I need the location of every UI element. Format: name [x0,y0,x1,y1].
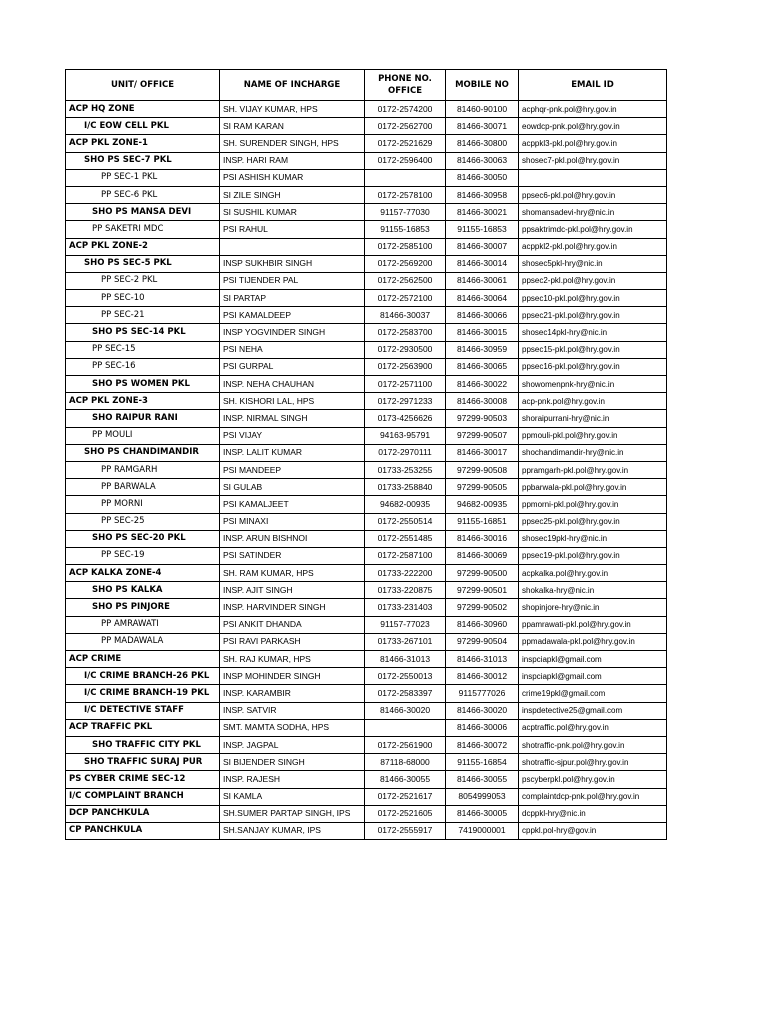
table-row [66,496,667,513]
mobile-cell: 97299-90505 [446,479,519,496]
email-cell: ppbarwala-pkl.pol@hry.gov.in [519,479,667,496]
unit-cell: I/C COMPLAINT BRANCH [66,788,220,805]
table-row [66,788,667,805]
phone-cell: 94682-00935 [365,496,446,513]
phone-cell: 0172-2970111 [365,444,446,461]
mobile-cell: 81466-30066 [446,307,519,324]
table-row [66,479,667,496]
email-cell: shochandimandir-hry@nic.in [519,444,667,461]
header-unit: UNIT/ OFFICE [66,70,220,101]
phone-cell: 94163-95791 [365,427,446,444]
table-row [66,668,667,685]
incharge-cell: INSP. NEHA CHAUHAN [220,376,365,393]
email-cell: acpkalka.pol@hry.gov.in [519,565,667,582]
phone-cell: 87118-68000 [365,754,446,771]
phone-cell: 01733-231403 [365,599,446,616]
unit-cell: PP SEC-25 [66,513,220,530]
unit-cell: PP BARWALA [66,479,220,496]
email-cell: shosec5pkl-hry@nic.in [519,255,667,272]
unit-cell: PP SEC-16 [66,358,220,375]
table-row [66,547,667,564]
email-cell: acppkl3-pkl.pol@hry.gov.in [519,135,667,152]
incharge-cell: INSP MOHINDER SINGH [220,668,365,685]
unit-cell: I/C EOW CELL PKL [66,118,220,135]
table-body [66,101,667,840]
mobile-cell: 8054999053 [446,788,519,805]
mobile-cell: 81466-30960 [446,616,519,633]
email-cell: ppsec16-pkl.pol@hry.gov.in [519,358,667,375]
table-row [66,736,667,753]
incharge-cell: PSI GURPAL [220,358,365,375]
mobile-cell: 7419000001 [446,822,519,839]
mobile-cell: 97299-90502 [446,599,519,616]
mobile-cell: 81466-30065 [446,358,519,375]
mobile-cell: 97299-90508 [446,461,519,478]
unit-cell: SHO TRAFFIC CITY PKL [66,736,220,753]
email-cell: cppkl.pol-hry@gov.in [519,822,667,839]
incharge-cell: PSI RAHUL [220,221,365,238]
incharge-cell: PSI SATINDER [220,547,365,564]
incharge-cell: INSP. AJIT SINGH [220,582,365,599]
directory-table [65,69,667,840]
table-row [66,702,667,719]
email-cell: shosec19pkl-hry@nic.in [519,530,667,547]
header-row [66,70,667,101]
incharge-cell: PSI MANDEEP [220,461,365,478]
email-cell: shosec14pkl-hry@nic.in [519,324,667,341]
phone-cell: 01733-258840 [365,479,446,496]
incharge-cell: SI PARTAP [220,290,365,307]
phone-cell: 01733-222200 [365,565,446,582]
email-cell: inspciapkl@gmail.com [519,668,667,685]
phone-cell: 0172-2550514 [365,513,446,530]
table-row [66,204,667,221]
incharge-cell: PSI ASHISH KUMAR [220,169,365,186]
phone-cell: 0172-2971233 [365,393,446,410]
mobile-cell: 81466-30063 [446,152,519,169]
incharge-cell: INSP. LALIT KUMAR [220,444,365,461]
mobile-cell: 81466-30021 [446,204,519,221]
incharge-cell: PSI ANKIT DHANDA [220,616,365,633]
incharge-cell: SI SUSHIL KUMAR [220,204,365,221]
unit-cell: PP SEC-21 [66,307,220,324]
mobile-cell: 81466-30055 [446,771,519,788]
incharge-cell [220,238,365,255]
unit-cell: PP MADAWALA [66,633,220,650]
phone-cell: 81466-30020 [365,702,446,719]
incharge-cell: INSP. ARUN BISHNOI [220,530,365,547]
email-cell: ppramgarh-pkl.pol@hry.gov.in [519,461,667,478]
mobile-cell: 81466-30007 [446,238,519,255]
mobile-cell: 81466-30022 [446,376,519,393]
incharge-cell: SH.SUMER PARTAP SINGH, IPS [220,805,365,822]
email-cell: ppamrawati-pkl.pol@hry.gov.in [519,616,667,633]
table-row [66,324,667,341]
table-row [66,410,667,427]
mobile-cell: 81460-90100 [446,101,519,118]
mobile-cell: 81466-30016 [446,530,519,547]
unit-cell: ACP TRAFFIC PKL [66,719,220,736]
header-mobile: MOBILE NO [446,70,519,101]
incharge-cell: PSI VIJAY [220,427,365,444]
table-row [66,135,667,152]
phone-cell: 0173-4256626 [365,410,446,427]
email-cell: acp-pnk.pol@hry.gov.in [519,393,667,410]
email-cell: ppsaktrimdc-pkl.pol@hry.gov.in [519,221,667,238]
unit-cell: PP SEC-10 [66,290,220,307]
incharge-cell: SH.SANJAY KUMAR, IPS [220,822,365,839]
table-row [66,444,667,461]
mobile-cell: 81466-30050 [446,169,519,186]
mobile-cell: 81466-31013 [446,651,519,668]
unit-cell: PP SAKETRI MDC [66,221,220,238]
table-row [66,358,667,375]
phone-cell: 01733-220875 [365,582,446,599]
table-row [66,221,667,238]
unit-cell: I/C DETECTIVE STAFF [66,702,220,719]
email-cell: shopinjore-hry@nic.in [519,599,667,616]
phone-cell: 0172-2574200 [365,101,446,118]
mobile-cell: 97299-90500 [446,565,519,582]
phone-cell: 0172-2578100 [365,186,446,203]
email-cell: ppsec19-pkl.pol@hry.gov.in [519,547,667,564]
phone-cell [365,719,446,736]
table-row [66,152,667,169]
header-name: NAME OF INCHARGE [220,70,365,101]
mobile-cell: 81466-30061 [446,272,519,289]
table-header [66,70,667,101]
mobile-cell: 81466-30959 [446,341,519,358]
mobile-cell: 81466-30069 [446,547,519,564]
email-cell: shoraipurrani-hry@nic.in [519,410,667,427]
unit-cell: PP AMRAWATI [66,616,220,633]
unit-cell: PP SEC-6 PKL [66,186,220,203]
email-cell: ppsec6-pkl.pol@hry.gov.in [519,186,667,203]
unit-cell: ACP PKL ZONE-3 [66,393,220,410]
unit-cell: PS CYBER CRIME SEC-12 [66,771,220,788]
table-row [66,427,667,444]
phone-cell: 0172-2583700 [365,324,446,341]
table-row [66,393,667,410]
unit-cell: DCP PANCHKULA [66,805,220,822]
phone-cell: 91157-77023 [365,616,446,633]
unit-cell: PP RAMGARH [66,461,220,478]
email-cell [519,169,667,186]
incharge-cell: SH. SURENDER SINGH, HPS [220,135,365,152]
email-cell: inspdetective25@gmail.com [519,702,667,719]
unit-cell: SHO PS SEC-5 PKL [66,255,220,272]
unit-cell: ACP HQ ZONE [66,101,220,118]
table-row [66,341,667,358]
phone-cell: 0172-2572100 [365,290,446,307]
phone-cell: 01733-267101 [365,633,446,650]
incharge-cell: PSI TIJENDER PAL [220,272,365,289]
email-cell: acptraffic.pol@hry.gov.in [519,719,667,736]
incharge-cell: PSI RAVI PARKASH [220,633,365,650]
phone-cell: 0172-2562700 [365,118,446,135]
email-cell: ppsec21-pkl.pol@hry.gov.in [519,307,667,324]
incharge-cell: INSP. HARVINDER SINGH [220,599,365,616]
mobile-cell: 81466-30800 [446,135,519,152]
incharge-cell: SI KAMLA [220,788,365,805]
phone-cell: 0172-2562500 [365,272,446,289]
incharge-cell: INSP. RAJESH [220,771,365,788]
unit-cell: SHO PS KALKA [66,582,220,599]
email-cell: ppsec10-pkl.pol@hry.gov.in [519,290,667,307]
incharge-cell: SI ZILE SINGH [220,186,365,203]
email-cell: pscyberpkl.pol@hry.gov.in [519,771,667,788]
incharge-cell: SH. KISHORI LAL, HPS [220,393,365,410]
unit-cell: PP SEC-19 [66,547,220,564]
mobile-cell: 81466-30020 [446,702,519,719]
table-row [66,582,667,599]
mobile-cell: 81466-30015 [446,324,519,341]
mobile-cell: 81466-30017 [446,444,519,461]
email-cell: eowdcp-pnk.pol@hry.gov.in [519,118,667,135]
table-row [66,169,667,186]
table-row [66,513,667,530]
incharge-cell: SH. RAM KUMAR, HPS [220,565,365,582]
unit-cell: SHO TRAFFIC SURAJ PUR [66,754,220,771]
header-email: EMAIL ID [519,70,667,101]
table-row [66,461,667,478]
table-row [66,633,667,650]
unit-cell: SHO PS SEC-20 PKL [66,530,220,547]
table-row [66,186,667,203]
unit-cell: ACP KALKA ZONE-4 [66,565,220,582]
phone-cell: 0172-2555917 [365,822,446,839]
phone-cell: 0172-2930500 [365,341,446,358]
phone-cell: 81466-30037 [365,307,446,324]
incharge-cell: SH. VIJAY KUMAR, HPS [220,101,365,118]
phone-cell: 81466-30055 [365,771,446,788]
incharge-cell: INSP. NIRMAL SINGH [220,410,365,427]
unit-cell: I/C CRIME BRANCH-26 PKL [66,668,220,685]
table-row [66,530,667,547]
phone-cell: 81466-31013 [365,651,446,668]
table-row [66,272,667,289]
email-cell: ppsec25-pkl.pol@hry.gov.in [519,513,667,530]
phone-cell: 0172-2550013 [365,668,446,685]
email-cell: ppmorni-pkl.pol@hry.gov.in [519,496,667,513]
unit-cell: CP PANCHKULA [66,822,220,839]
incharge-cell: SH. RAJ KUMAR, HPS [220,651,365,668]
unit-cell: ACP PKL ZONE-1 [66,135,220,152]
incharge-cell: SI BIJENDER SINGH [220,754,365,771]
table-row [66,255,667,272]
unit-cell: I/C CRIME BRANCH-19 PKL [66,685,220,702]
incharge-cell: INSP. SATVIR [220,702,365,719]
incharge-cell: INSP. HARI RAM [220,152,365,169]
unit-cell: PP SEC-1 PKL [66,169,220,186]
unit-cell: PP MORNI [66,496,220,513]
email-cell: shomansadevi-hry@nic.in [519,204,667,221]
unit-cell: SHO PS MANSA DEVI [66,204,220,221]
table-row [66,754,667,771]
phone-cell: 0172-2571100 [365,376,446,393]
mobile-cell: 81466-30014 [446,255,519,272]
incharge-cell: INSP YOGVINDER SINGH [220,324,365,341]
table-row [66,616,667,633]
phone-cell: 0172-2561900 [365,736,446,753]
unit-cell: SHO PS PINJORE [66,599,220,616]
email-cell: inspciapkl@gmail.com [519,651,667,668]
incharge-cell: PSI KAMALJEET [220,496,365,513]
email-cell: shosec7-pkl.pol@hry.gov.in [519,152,667,169]
phone-cell: 0172-2569200 [365,255,446,272]
incharge-cell: PSI MINAXI [220,513,365,530]
email-cell: complaintdcp-pnk.pol@hry.gov.in [519,788,667,805]
incharge-cell: PSI KAMALDEEP [220,307,365,324]
mobile-cell: 81466-30008 [446,393,519,410]
email-cell: crime19pkl@gmail.com [519,685,667,702]
mobile-cell: 81466-30012 [446,668,519,685]
email-cell: ppmouli-pkl.pol@hry.gov.in [519,427,667,444]
unit-cell: ACP PKL ZONE-2 [66,238,220,255]
phone-cell: 0172-2585100 [365,238,446,255]
phone-cell: 0172-2596400 [365,152,446,169]
mobile-cell: 91155-16853 [446,221,519,238]
email-cell: shotraffic-pnk.pol@hry.gov.in [519,736,667,753]
mobile-cell: 97299-90503 [446,410,519,427]
unit-cell: PP SEC-2 PKL [66,272,220,289]
table-row [66,118,667,135]
unit-cell: SHO PS CHANDIMANDIR [66,444,220,461]
email-cell: ppsec2-pkl.pol@hry.gov.in [519,272,667,289]
phone-cell: 0172-2587100 [365,547,446,564]
phone-cell: 01733-253255 [365,461,446,478]
email-cell: shotraffic-sjpur.pol@hry.gov.in [519,754,667,771]
table-row [66,307,667,324]
mobile-cell: 97299-90504 [446,633,519,650]
table-row [66,376,667,393]
mobile-cell: 91155-16851 [446,513,519,530]
incharge-cell: SI GULAB [220,479,365,496]
unit-cell: SHO PS WOMEN PKL [66,376,220,393]
phone-cell: 0172-2521629 [365,135,446,152]
email-cell: acphqr-pnk.pol@hry.gov.in [519,101,667,118]
incharge-cell: INSP. JAGPAL [220,736,365,753]
mobile-cell: 81466-30006 [446,719,519,736]
incharge-cell: INSP. KARAMBIR [220,685,365,702]
phone-cell: 0172-2563900 [365,358,446,375]
email-cell: shokalka-hry@nic.in [519,582,667,599]
email-cell: ppsec15-pkl.pol@hry.gov.in [519,341,667,358]
unit-cell: PP SEC-15 [66,341,220,358]
email-cell: ppmadawala-pkl.pol@hry.gov.in [519,633,667,650]
email-cell: acppkl2-pkl.pol@hry.gov.in [519,238,667,255]
phone-cell: 0172-2521617 [365,788,446,805]
incharge-cell: SMT. MAMTA SODHA, HPS [220,719,365,736]
unit-cell: SHO RAIPUR RANI [66,410,220,427]
mobile-cell: 97299-90507 [446,427,519,444]
unit-cell: PP MOULI [66,427,220,444]
table-row [66,651,667,668]
incharge-cell: PSI NEHA [220,341,365,358]
phone-cell [365,169,446,186]
email-cell: showomenpnk-hry@nic.in [519,376,667,393]
table-row [66,290,667,307]
table-row [66,685,667,702]
mobile-cell: 81466-30958 [446,186,519,203]
phone-cell: 0172-2551485 [365,530,446,547]
table-row [66,822,667,839]
mobile-cell: 81466-30005 [446,805,519,822]
incharge-cell: INSP SUKHBIR SINGH [220,255,365,272]
phone-cell: 91155-16853 [365,221,446,238]
table-row [66,238,667,255]
phone-cell: 91157-77030 [365,204,446,221]
mobile-cell: 81466-30064 [446,290,519,307]
table-row [66,599,667,616]
unit-cell: SHO PS SEC-7 PKL [66,152,220,169]
incharge-cell: SI RAM KARAN [220,118,365,135]
email-cell: dcppkl-hry@nic.in [519,805,667,822]
table-row [66,805,667,822]
table-row [66,719,667,736]
mobile-cell: 97299-90501 [446,582,519,599]
mobile-cell: 94682-00935 [446,496,519,513]
mobile-cell: 91155-16854 [446,754,519,771]
table-row [66,101,667,118]
table-row [66,771,667,788]
mobile-cell: 81466-30071 [446,118,519,135]
unit-cell: ACP CRIME [66,651,220,668]
header-phone: PHONE NO. OFFICE [365,70,446,101]
mobile-cell: 9115777026 [446,685,519,702]
unit-cell: SHO PS SEC-14 PKL [66,324,220,341]
mobile-cell: 81466-30072 [446,736,519,753]
phone-cell: 0172-2521605 [365,805,446,822]
table-row [66,565,667,582]
phone-cell: 0172-2583397 [365,685,446,702]
